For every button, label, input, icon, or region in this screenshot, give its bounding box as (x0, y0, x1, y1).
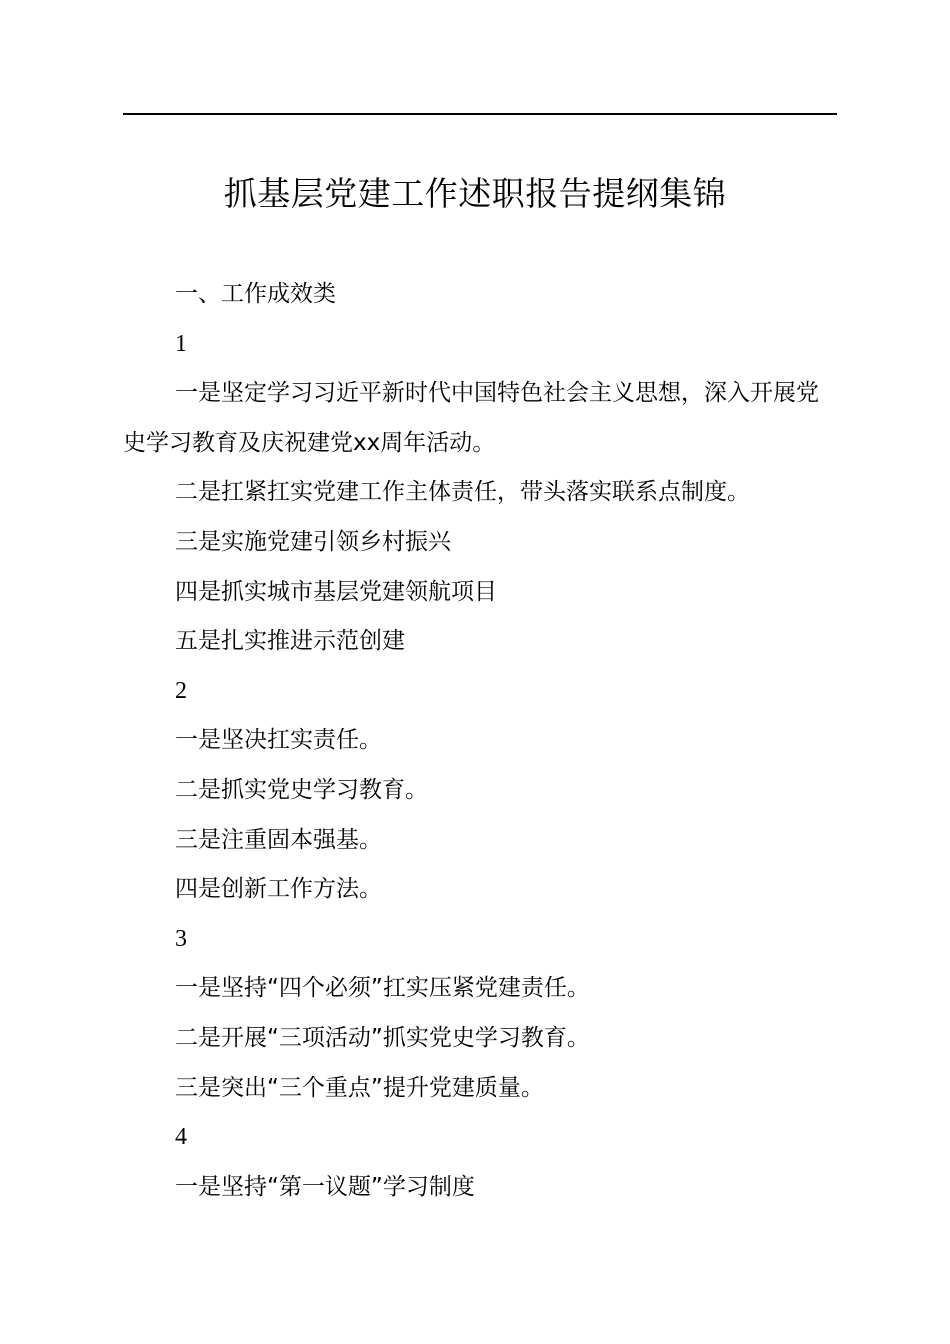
list-item: 三是注重固本强基。 (175, 826, 382, 853)
list-item: 三是突出“三个重点”提升党建质量。 (175, 1074, 544, 1101)
group-number: 4 (175, 1124, 187, 1151)
section-heading: 一、工作成效类 (175, 281, 336, 307)
group-number: 3 (175, 925, 187, 952)
list-item: 二是抓实党史学习教育。 (175, 776, 428, 803)
list-item: 三是实施党建引领乡村振兴 (175, 528, 451, 555)
list-item: 一是坚决扛实责任。 (175, 727, 382, 754)
header-rule (123, 113, 837, 115)
list-item: 四是创新工作方法。 (175, 876, 382, 903)
list-item: 二是开展“三项活动”抓实党史学习教育。 (175, 1024, 590, 1051)
group-number: 2 (175, 677, 187, 704)
list-item: 一是坚持“四个必须”扛实压紧党建责任。 (175, 975, 590, 1002)
group-number: 1 (175, 330, 187, 357)
document-body (123, 270, 837, 1212)
list-item: 四是抓实城市基层党建领航项目 (175, 578, 497, 605)
list-item: 一是坚持“第一议题”学习制度 (175, 1173, 475, 1200)
list-item: 五是扎实推进示范创建 (175, 628, 405, 655)
list-item: 二是扛紧扛实党建工作主体责任，带头落实联系点制度。 (175, 479, 750, 506)
document-title: 抓基层党建工作述职报告提纲集锦 (223, 174, 727, 213)
list-item: 一是坚定学习习近平新时代中国特色社会主义思想，深入开展党史学习教育及庆祝建党xx周年活动。 (123, 380, 819, 456)
